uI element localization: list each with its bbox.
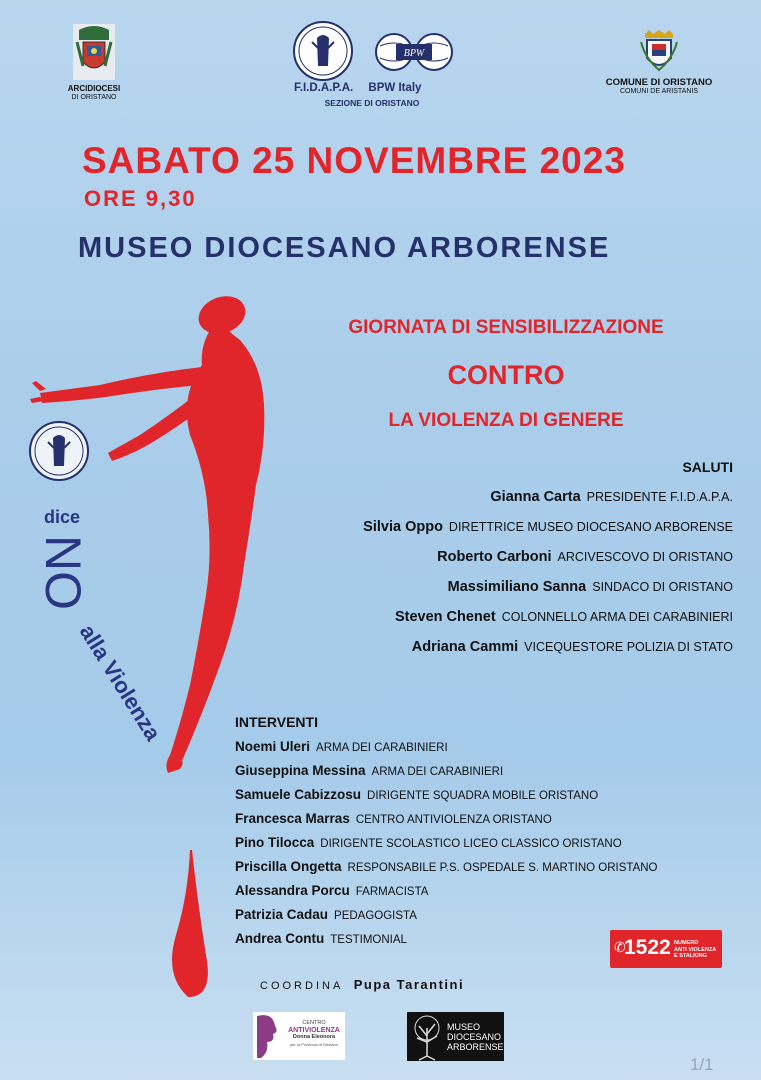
fidapa-small-seal-icon xyxy=(28,420,90,482)
hotline-number: 1522 xyxy=(624,936,671,959)
interventi-name: Priscilla Ongetta xyxy=(235,859,342,874)
title-line2: CONTRO xyxy=(447,360,565,390)
centro-line4: per la Provincia di Oristano xyxy=(289,1042,339,1047)
saluti-row xyxy=(412,638,733,656)
saluti-row xyxy=(490,488,733,506)
slogan-rest: alla Violenza xyxy=(74,620,166,745)
saluti-role: DIRETTRICE MUSEO DIOCESANO ARBORENSE xyxy=(448,520,733,534)
fidapa-name: F.I.D.A.P.A. xyxy=(294,82,354,94)
interventi-role: DIRIGENTE SCOLASTICO LICEO CLASSICO ORISTANO xyxy=(320,838,622,850)
title-line1: GIORNATA DI SENSIBILIZZAZIONE xyxy=(348,317,664,338)
saluti-name: Roberto Carboni xyxy=(437,549,552,565)
saluti-row xyxy=(448,578,733,596)
interventi-row xyxy=(235,858,658,876)
arcidiocesi-line1: ARCIDIOCESI xyxy=(67,84,121,93)
interventi-name: Patrizia Cadau xyxy=(235,907,329,922)
interventi-row xyxy=(235,762,503,780)
interventi-role: ARMA DEI CARABINIERI xyxy=(371,766,504,778)
coordina-name: Pupa Tarantini xyxy=(353,977,465,992)
saluti-heading: SALUTI xyxy=(682,459,733,475)
hotline-text3: E STALKING xyxy=(674,953,707,959)
tree-icon xyxy=(409,1012,445,1061)
interventi-name: Alessandra Porcu xyxy=(235,883,350,898)
fidapa-section: SEZIONE DI ORISTANO xyxy=(324,98,420,108)
centro-line2: ANTIVIOLENZA xyxy=(288,1027,340,1034)
saluti-row xyxy=(437,548,733,566)
interventi-name: Francesca Marras xyxy=(235,811,350,826)
fidapa-seal-icon xyxy=(292,20,354,82)
coat-of-arms-icon xyxy=(69,20,119,84)
arcidiocesi-line2: DI ORISTANO xyxy=(71,94,117,101)
saluti-role: COLONNELLO ARMA DEI CARABINIERI xyxy=(501,610,733,624)
interventi-row xyxy=(235,738,448,756)
centro-line3: Donna Eleonora xyxy=(292,1034,336,1040)
interventi-role: FARMACISTA xyxy=(355,886,429,898)
slogan-dice: dice xyxy=(44,507,81,527)
interventi-role: CENTRO ANTIVIOLENZA ORISTANO xyxy=(355,814,552,826)
event-time: ORE 9,30 xyxy=(84,186,197,211)
hotline-text1: NUMERO xyxy=(674,940,699,946)
saluti-name: Massimiliano Sanna xyxy=(447,579,587,595)
interventi-name: Samuele Cabizzosu xyxy=(235,787,362,802)
bpw-globe-icon xyxy=(374,32,454,72)
saluti-name: Adriana Cammi xyxy=(411,639,519,655)
interventi-row xyxy=(235,810,552,828)
museo-diocesano-logo xyxy=(407,1012,504,1061)
centro-antiviolenza-logo xyxy=(253,1012,345,1060)
arcidiocesi-logo xyxy=(62,20,126,101)
saluti-role: ARCIVESCOVO DI ORISTANO xyxy=(557,550,733,564)
woman-profile-icon xyxy=(253,1012,283,1060)
interventi-row xyxy=(235,786,598,804)
museo-logo-line1: MUSEO xyxy=(447,1022,481,1032)
interventi-name: Andrea Contu xyxy=(235,931,325,946)
interventi-role: TESTIMONIAL xyxy=(330,934,407,946)
interventi-role: DIRIGENTE SQUADRA MOBILE ORISTANO xyxy=(367,790,599,802)
interventi-role: PEDAGOGISTA xyxy=(334,910,417,922)
museo-logo-line2: DIOCESANO xyxy=(447,1032,502,1042)
saluti-row xyxy=(363,518,733,536)
comune-crest-icon xyxy=(635,28,683,76)
event-date: SABATO 25 NOVEMBRE 2023 xyxy=(82,140,626,181)
interventi-role: RESPONSABILE P.S. OSPEDALE S. MARTINO ORISTANO xyxy=(347,862,658,874)
slogan-no: NO xyxy=(35,535,91,610)
interventi-row xyxy=(235,930,407,948)
interventi-row xyxy=(235,882,428,900)
comune-line2: COMUNI DE ARISTANIS xyxy=(619,88,699,95)
phone-icon: ✆ xyxy=(614,939,626,955)
interventi-name: Giuseppina Messina xyxy=(235,763,366,778)
saluti-role: SINDACO DI ORISTANO xyxy=(592,580,733,594)
bpw-name: BPW Italy xyxy=(368,82,422,94)
interventi-name: Pino Tilocca xyxy=(235,835,315,850)
hotline-text2: ANTI VIOLENZA xyxy=(674,946,717,953)
saluti-name: Steven Chenet xyxy=(394,609,496,625)
interventi-row xyxy=(235,834,622,852)
interventi-role: ARMA DEI CARABINIERI xyxy=(316,742,448,754)
saluti-name: Gianna Carta xyxy=(490,489,581,505)
bpw-seal-text: BPW xyxy=(403,48,425,59)
page-indicator: 1/1 xyxy=(690,1055,714,1074)
comune-logo xyxy=(596,28,722,95)
event-venue: MUSEO DIOCESANO ARBORENSE xyxy=(78,232,611,264)
saluti-role: PRESIDENTE F.I.D.A.P.A. xyxy=(586,490,733,504)
title-line3: LA VIOLENZA DI GENERE xyxy=(388,410,624,431)
saluti-role: VICEQUESTORE POLIZIA DI STATO xyxy=(524,640,733,654)
antiviolence-hotline-badge xyxy=(610,930,722,968)
interventi-name: Noemi Uleri xyxy=(235,739,311,754)
centro-line1: CENTRO xyxy=(302,1020,326,1026)
coordina-line xyxy=(260,976,464,994)
comune-line1: COMUNE DI ORISTANO xyxy=(605,77,713,88)
museo-logo-line3: ARBORENSE xyxy=(447,1042,504,1052)
interventi-row xyxy=(235,906,417,924)
saluti-row xyxy=(395,608,733,626)
interventi-heading: INTERVENTI xyxy=(235,714,318,730)
saluti-name: Silvia Oppo xyxy=(363,519,443,535)
coordina-label: COORDINA xyxy=(260,980,344,992)
